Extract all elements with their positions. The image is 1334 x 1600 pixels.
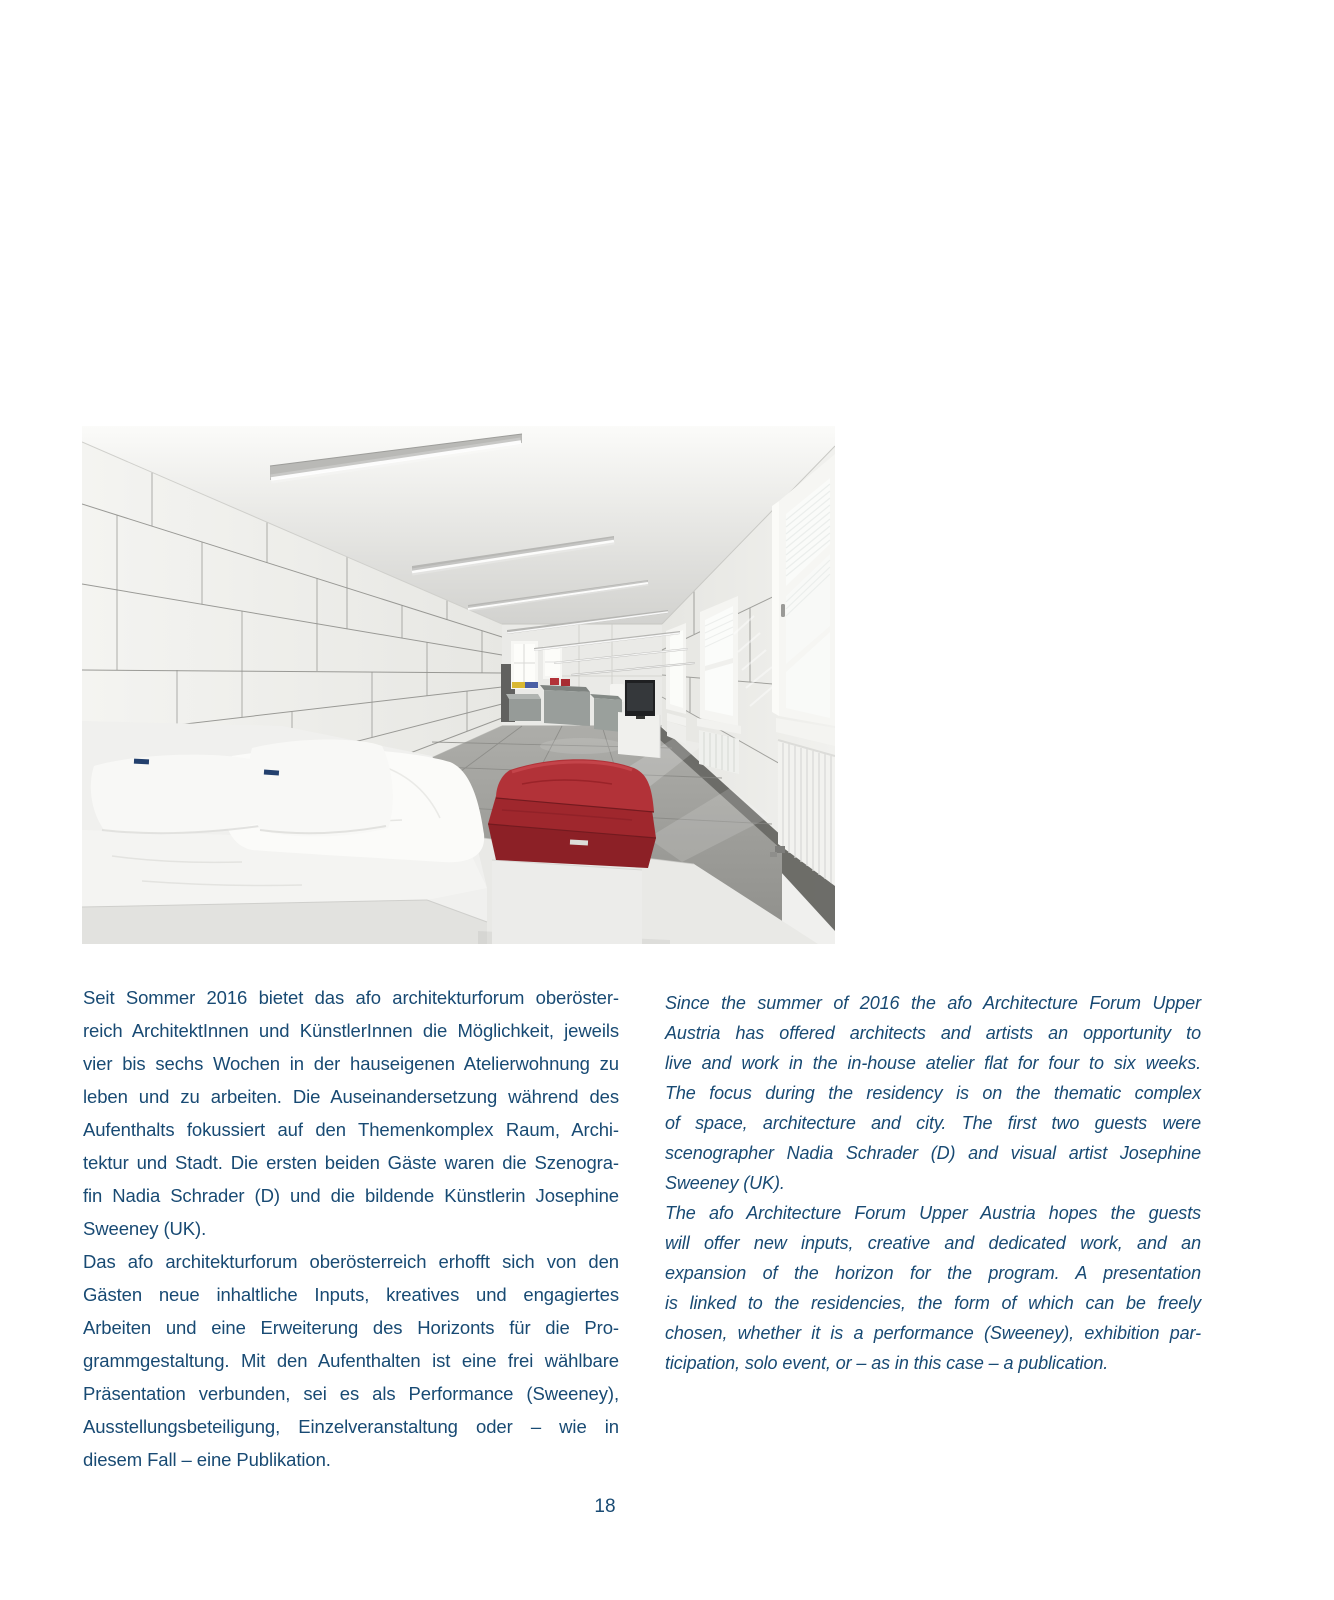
text-line: Sweeney (UK). bbox=[665, 1173, 785, 1193]
text-line: ticipation, solo event, or – as in this case – a publication. bbox=[665, 1353, 1109, 1373]
text-line: Austria has offered architects and artists an opportunity to bbox=[665, 1023, 1201, 1043]
text-line: Aufenthalts fokussiert auf den Themenkomplex Raum, Archi- bbox=[83, 1119, 619, 1140]
text-line: reich ArchitektInnen und KünstlerInnen die Möglichkeit, jeweils bbox=[83, 1020, 619, 1041]
text-line: tektur und Stadt. Die ersten beiden Gäste waren die Szenogra- bbox=[83, 1152, 619, 1173]
text-line: Präsentation verbunden, sei es als Performance (Sweeney), bbox=[83, 1383, 619, 1404]
text-line: grammgestaltung. Mit den Aufenthalten ist eine frei wählbare bbox=[83, 1350, 619, 1371]
atelier-photo bbox=[82, 426, 835, 944]
plinth-and-blanket bbox=[478, 759, 670, 944]
text-line: Seit Sommer 2016 bietet das afo architekturforum oberöster- bbox=[83, 987, 619, 1008]
text-line: chosen, whether it is a performance (Sweeney), exhibition par- bbox=[665, 1323, 1201, 1343]
text-line: Ausstellungsbeteiligung, Einzelveranstaltung oder – wie in bbox=[83, 1416, 619, 1437]
text-line: scenographer Nadia Schrader (D) and visual artist Josephine bbox=[665, 1143, 1201, 1163]
text-line: expansion of the horizon for the program. A presentation bbox=[665, 1263, 1201, 1283]
atelier-room-illustration bbox=[82, 426, 835, 944]
text-line: leben und zu arbeiten. Die Auseinandersetzung während des bbox=[83, 1086, 619, 1107]
text-line: is linked to the residencies, the form of which can be freely bbox=[665, 1293, 1201, 1313]
text-line: Arbeiten und eine Erweiterung des Horizonts für die Pro- bbox=[83, 1317, 619, 1338]
red-blanket bbox=[488, 759, 656, 868]
yellow-strip bbox=[512, 682, 525, 688]
pillow-tag bbox=[134, 759, 149, 765]
window-handle bbox=[781, 604, 785, 617]
text-line: Since the summer of 2016 the afo Architecture Forum Upper bbox=[665, 993, 1201, 1013]
text-line: The afo Architecture Forum Upper Austria hopes the guests bbox=[665, 1203, 1201, 1223]
text-line: will offer new inputs, creative and dedicated work, and an bbox=[665, 1233, 1201, 1253]
text-line: Das afo architekturforum oberösterreich erhofft sich von den bbox=[83, 1251, 619, 1272]
english-column bbox=[665, 988, 1201, 1378]
text-line: The focus during the residency is on the thematic complex bbox=[665, 1083, 1201, 1103]
german-column bbox=[83, 981, 619, 1476]
blue-strip bbox=[525, 682, 538, 688]
text-line: of space, architecture and city. The first two guests were bbox=[665, 1113, 1201, 1133]
pillow-tag bbox=[264, 770, 279, 776]
blanket-tag bbox=[570, 840, 588, 846]
text-line: Gästen neue inhaltliche Inputs, kreatives und engagiertes bbox=[83, 1284, 619, 1305]
text-line: Sweeney (UK). bbox=[83, 1218, 207, 1239]
page-number: 18 bbox=[594, 1496, 616, 1517]
text-line: live and work in the in-house atelier flat for four to six weeks. bbox=[665, 1053, 1201, 1073]
white-plinth bbox=[492, 860, 642, 944]
text-line: vier bis sechs Wochen in der hauseigenen Atelierwohnung zu bbox=[83, 1053, 619, 1074]
text-line: fin Nadia Schrader (D) und die bildende Künstlerin Josephine bbox=[83, 1185, 619, 1206]
text-line: diesem Fall – eine Publikation. bbox=[83, 1449, 331, 1470]
